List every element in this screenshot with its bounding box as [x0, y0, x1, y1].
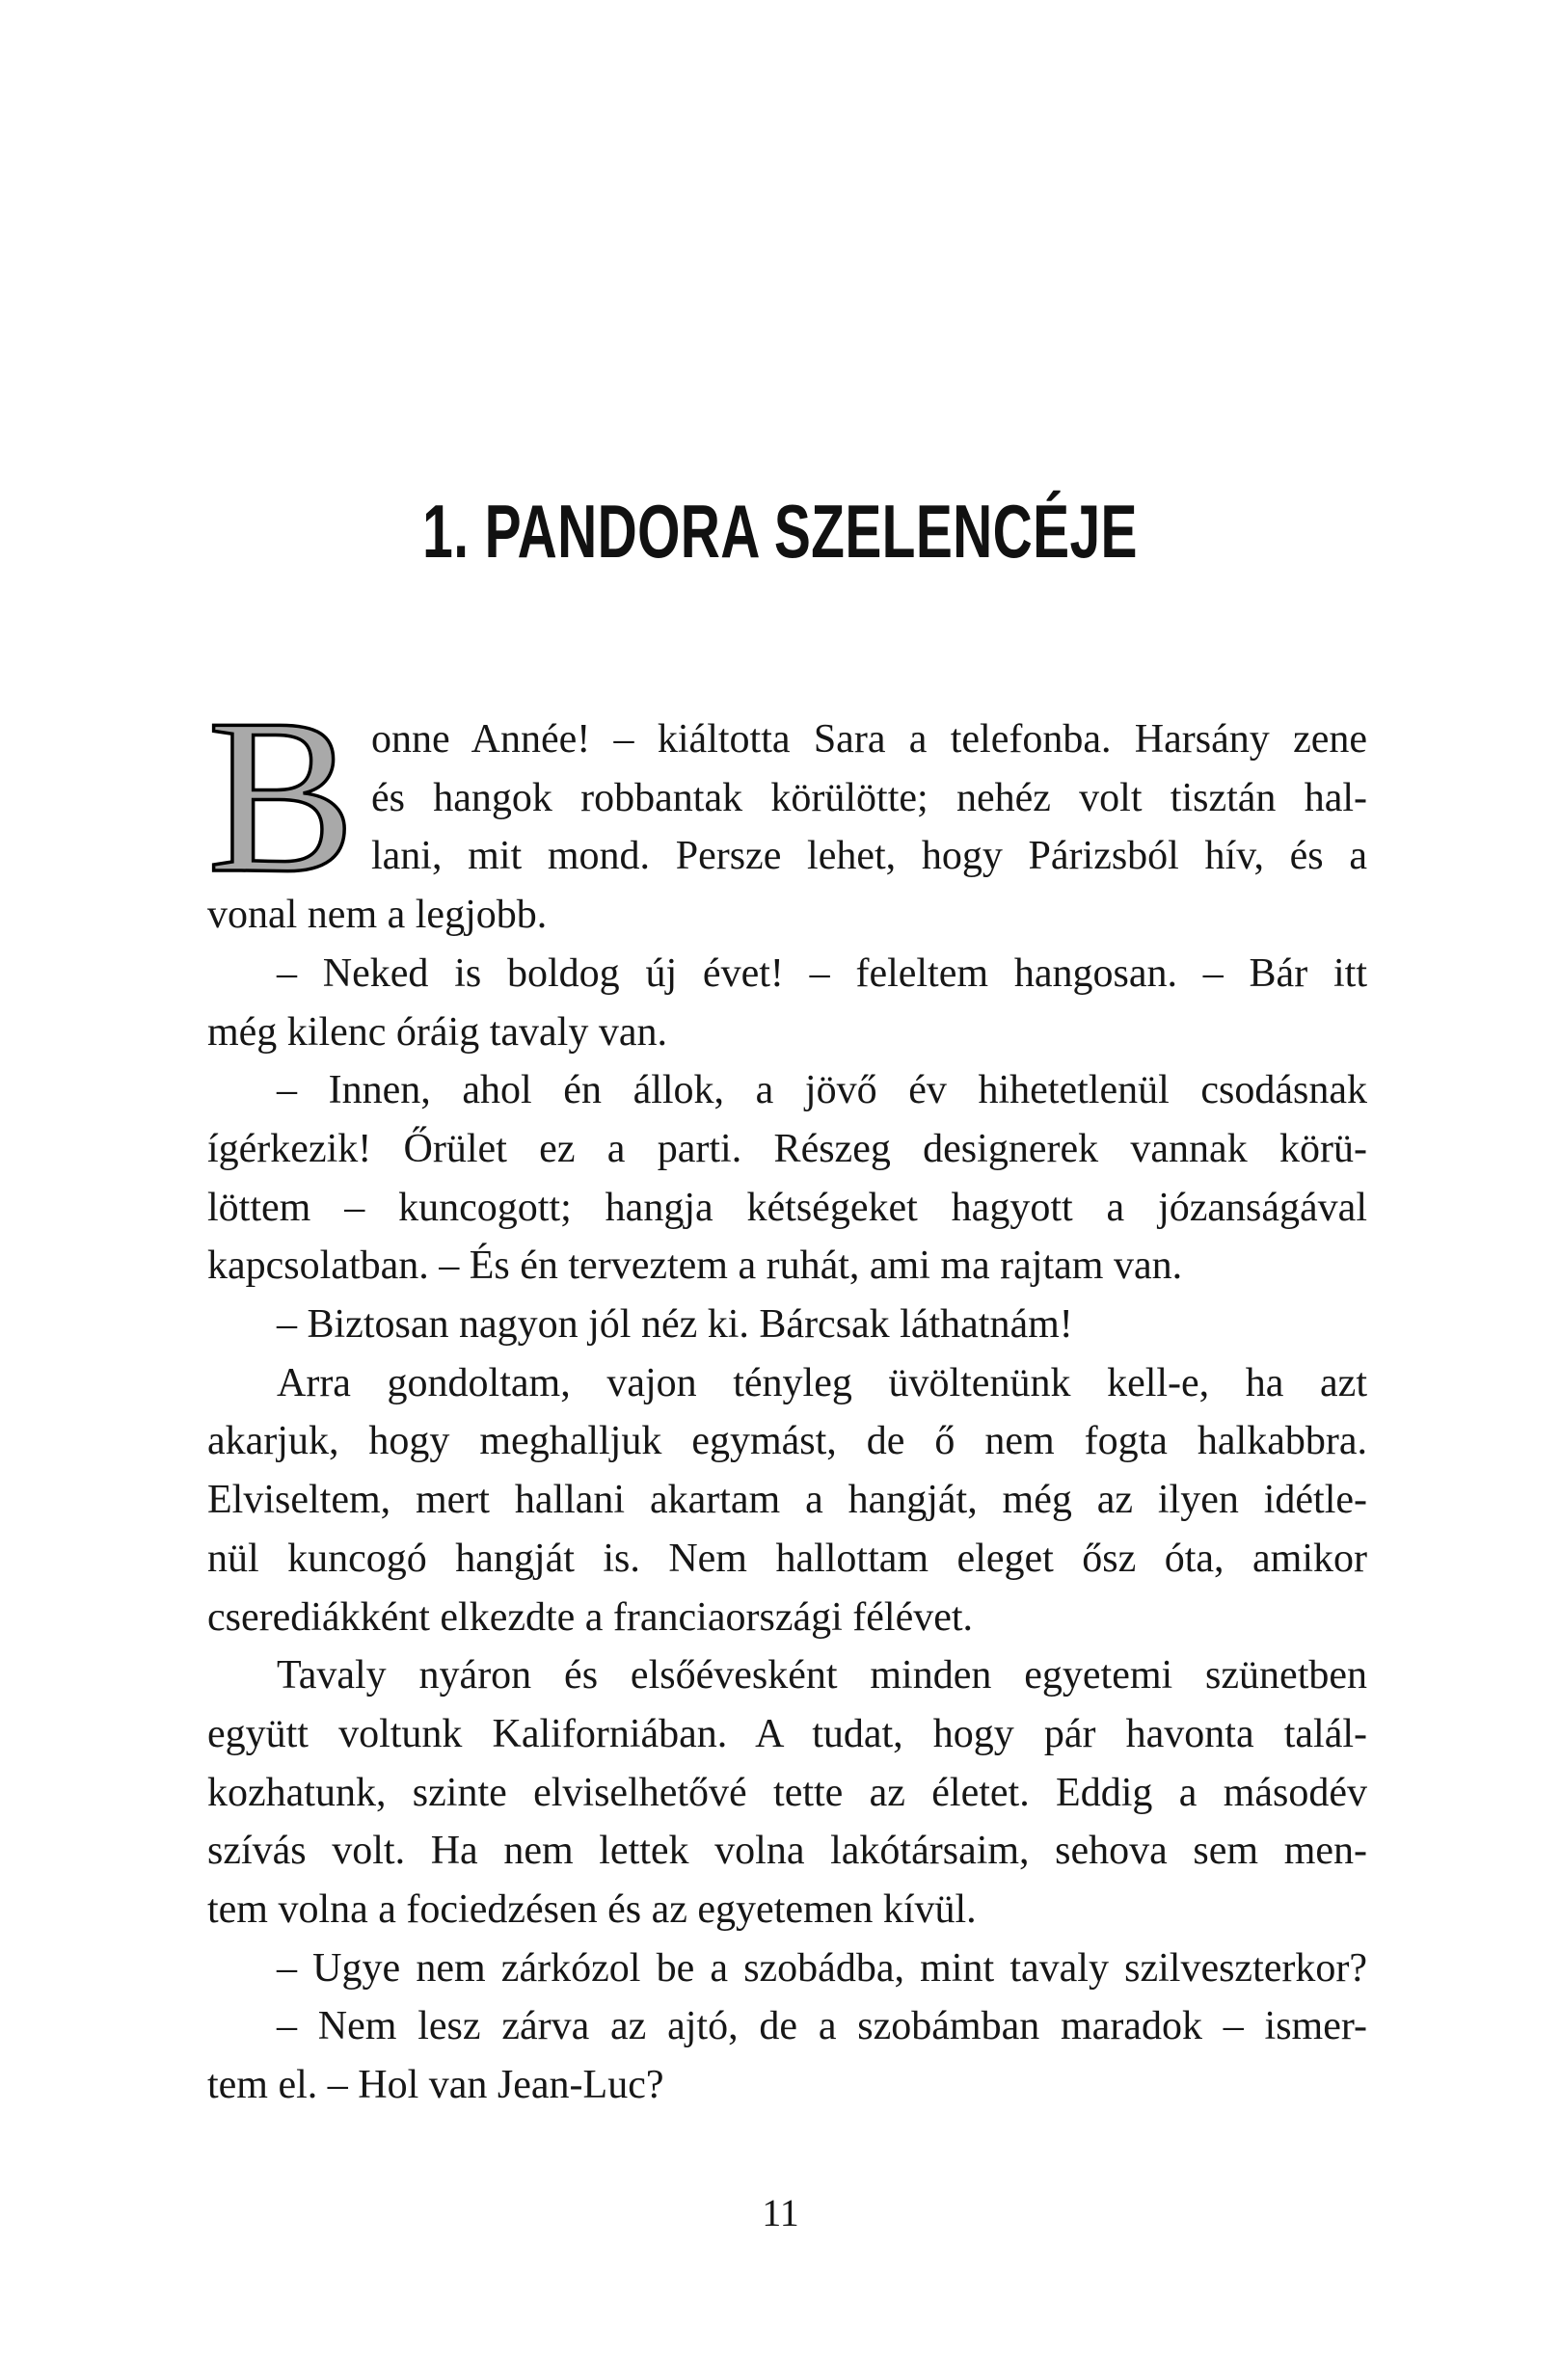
text-line: lani, mit mond. Persze lehet, hogy Párizsból hív, és a: [371, 834, 1367, 879]
drop-cap: B: [207, 673, 356, 919]
text-line: cserediákként elkezdte a franciaországi félévet.: [207, 1594, 974, 1640]
text-line: onne Année! – kiáltotta Sara a telefonba. Harsány zene: [371, 717, 1367, 762]
text-line: – Nem lesz zárva az ajtó, de a szobámban maradok – ismer-: [277, 2004, 1367, 2049]
text-line: löttem – kuncogott; hangja kétségeket hagyott a józanságával: [207, 1185, 1367, 1230]
text-line: még kilenc óráig tavaly van.: [207, 1009, 667, 1055]
chapter-title-text: 1. PANDORA SZELENCÉJE: [422, 489, 1139, 574]
text-line: együtt voltunk Kaliforniában. A tudat, hogy pár havonta talál-: [207, 1711, 1367, 1756]
text-line: tem volna a fociedzésen és az egyetemen kívül.: [207, 1887, 977, 1933]
text-line: – Neked is boldog új évet! – feleltem hangosan. – Bár itt: [277, 950, 1367, 996]
text-line: és hangok robbantak körülötte; nehéz volt tisztán hal-: [371, 775, 1367, 820]
body-text: [207, 673, 1367, 2115]
page-number: 11: [762, 2191, 799, 2234]
text-line: szívás volt. Ha nem lettek volna lakótársaim, sehova sem men-: [207, 1829, 1367, 1874]
text-line: Arra gondoltam, vajon tényleg üvöltenünk kell-e, ha azt: [277, 1360, 1367, 1405]
text-line: – Innen, ahol én állok, a jövő év hihetetlenül csodásnak: [277, 1068, 1367, 1113]
chapter-title: [0, 489, 1561, 574]
text-line: tem el. – Hol van Jean-Luc?: [207, 2063, 664, 2108]
text-line: akarjuk, hogy meghalljuk egymást, de ő nem fogta halkabbra.: [207, 1419, 1367, 1464]
text-line: kozhatunk, szinte elviselhetővé tette az életet. Eddig a másodév: [207, 1770, 1367, 1815]
text-line: – Ugye nem zárkózol be a szobádba, mint tavaly szilveszterkor?: [277, 1945, 1367, 1991]
text-line: kapcsolatban. – És én terveztem a ruhát, ami ma rajtam van.: [207, 1243, 1183, 1289]
text-line: ígérkezik! Őrület ez a parti. Részeg designerek vannak körü-: [207, 1126, 1367, 1171]
text-line: – Biztosan nagyon jól néz ki. Bárcsak láthatnám!: [277, 1302, 1073, 1348]
text-line: Tavaly nyáron és elsőévesként minden egyetemi szünetben: [277, 1653, 1367, 1698]
text-line: vonal nem a legjobb.: [207, 893, 548, 938]
text-line: nül kuncogó hangját is. Nem hallottam eleget ősz óta, amikor: [207, 1536, 1367, 1581]
text-line: Elviseltem, mert hallani akartam a hangját, még az ilyen idétle-: [207, 1478, 1367, 1523]
